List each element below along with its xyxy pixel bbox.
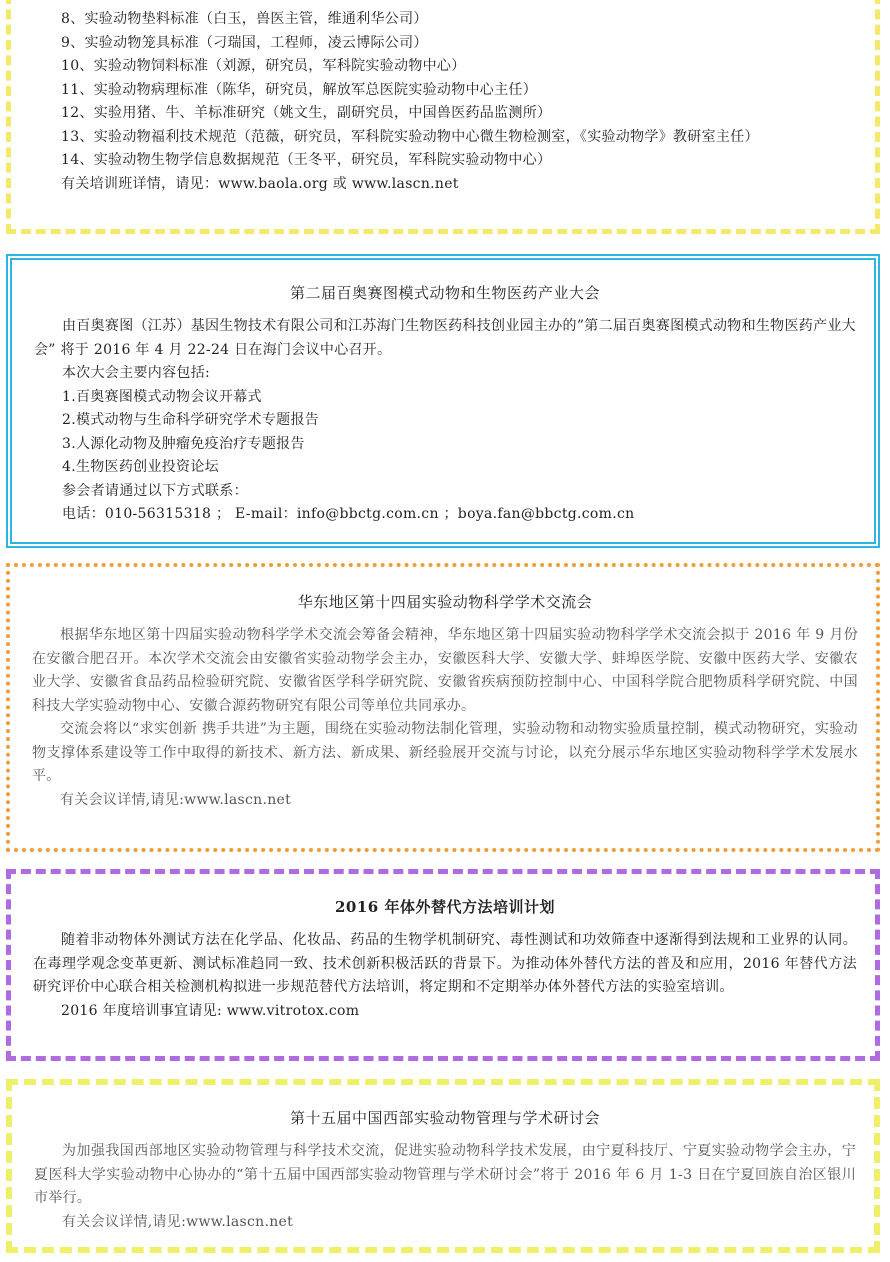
list-item: 4.生物医药创业投资论坛 bbox=[62, 459, 219, 475]
list-item: 参会者请通过以下方式联系： bbox=[62, 482, 248, 499]
biocytogen-conference-section bbox=[6, 254, 880, 548]
section-title: 第十五届中国西部实验动物管理与学术研讨会 bbox=[289, 1109, 600, 1127]
list-item: 9、实验动物笼具标准（刁瑞国，工程师，凌云博际公司） bbox=[61, 34, 428, 51]
list-item: 2.模式动物与生命科学研究学术专题报告 bbox=[62, 412, 320, 428]
list-item: 1.百奥赛图模式动物会议开幕式 bbox=[62, 388, 262, 405]
list-item: 10、实验动物饲料标准（刘源，研究员，军科院实验动物中心） bbox=[61, 58, 466, 74]
paragraph: 随着非动物体外测试方法在化学品、化妆品、药品的生物学机制研究、毒性测试和功效筛查中逐渐得到法规和工业界的认同。在毒理学观念变革更新、测试标准趋同一致、技术创新积极活跃的背景下。为推动体外替代方法的普及和应用，2016 年替代方法研究评价中心联合相关检测机构拟进一步规范替代方法培训，将定期和不定期举办体外替代方法的实验室培训。 bbox=[33, 932, 857, 995]
intro-paragraph: 由百奥赛图（江苏）基因生物技术有限公司和江苏海门生物医药科技创业园主办的”第二届百奥赛图模式动物和生物医药产业大会” 将于 2016 年 4 月 22-24 日在海门会议中心召开。 bbox=[34, 318, 856, 358]
east-china-conference-section bbox=[6, 563, 880, 852]
section-title: 2016 年体外替代方法培训计划 bbox=[335, 898, 555, 916]
list-item: 8、实验动物垫料标准（白玉，兽医主管，维通利华公司） bbox=[61, 11, 428, 27]
list-item: 14、实验动物生物学信息数据规范（王冬平，研究员，军科院实验动物中心） bbox=[61, 152, 552, 168]
list-item: 本次大会主要内容包括: bbox=[62, 365, 211, 381]
details-link-line: 2016 年度培训事宜请见: www.vitrotox.com bbox=[61, 1002, 360, 1019]
contact-line: 电话：010-56315318 ； E-mail：info@bbctg.com.cn ；boya.fan@bbctg.com.cn bbox=[62, 506, 635, 522]
paragraph: 为加强我国西部地区实验动物管理与科学技术交流，促进实验动物科学技术发展，由宁夏科技厅、宁夏实验动物学会主办，宁夏医科大学实验动物中心协办的“第十五届中国西部实验动物管理与学术研讨会”将于 2016 年 6 月 1-3 日在宁夏回族自治区银川市举行。 bbox=[34, 1143, 856, 1206]
standards-list bbox=[33, 8, 857, 196]
details-link-line: 有关会议详情,请见:www.lascn.net bbox=[62, 1213, 294, 1230]
agenda-list bbox=[34, 362, 856, 527]
western-china-symposium-section bbox=[6, 1079, 880, 1253]
training-link-line: 有关培训班详情，请见：www.baola.org 或 www.lascn.net bbox=[61, 175, 459, 192]
paragraph: 根据华东地区第十四届实验动物科学学术交流会筹备会精神，华东地区第十四届实验动物科学学术交流会拟于 2016 年 9 月份在安徽合肥召开。本次学术交流会由安徽省实验动物学会主办，安徽医科大学、安徽大学、蚌埠医学院、安徽中医药大学、安徽农业大学、安徽省食品药品检验研究院、安徽省医学科学研究院、安徽省疾病预防控制中心、中国科学院合肥物质科学研究院、中国科技大学实验动物中心、安徽合源药物研究有限公司等单位共同承办。 bbox=[32, 627, 858, 714]
list-item: 12、实验用猪、牛、羊标准研究（姚文生，副研究员，中国兽医药品监测所） bbox=[61, 105, 552, 121]
list-item: 13、实验动物福利技术规范（范薇，研究员，军科院实验动物中心微生物检测室，《实验动物学》教研室主任） bbox=[61, 128, 759, 145]
section-title: 第二届百奥赛图模式动物和生物医药产业大会 bbox=[289, 284, 600, 302]
list-item: 11、实验动物病理标准（陈华，研究员，解放军总医院实验动物中心主任） bbox=[61, 81, 538, 98]
paragraph: 交流会将以“求实创新 携手共进”为主题，围绕在实验动物法制化管理，实验动物和动物实验质量控制，模式动物研究，实验动物支撑体系建设等工作中取得的新技术、新方法、新成果、新经验展开交流与讨论，以充分展示华东地区实验动物科学学术发展水平。 bbox=[32, 721, 858, 784]
details-link-line: 有关会议详情,请见:www.lascn.net bbox=[60, 791, 292, 808]
training-list-section bbox=[6, 0, 880, 234]
in-vitro-training-section bbox=[6, 869, 880, 1061]
section-title: 华东地区第十四届实验动物科学学术交流会 bbox=[297, 593, 593, 611]
list-item: 3.人源化动物及肿瘤免疫治疗专题报告 bbox=[62, 435, 305, 452]
